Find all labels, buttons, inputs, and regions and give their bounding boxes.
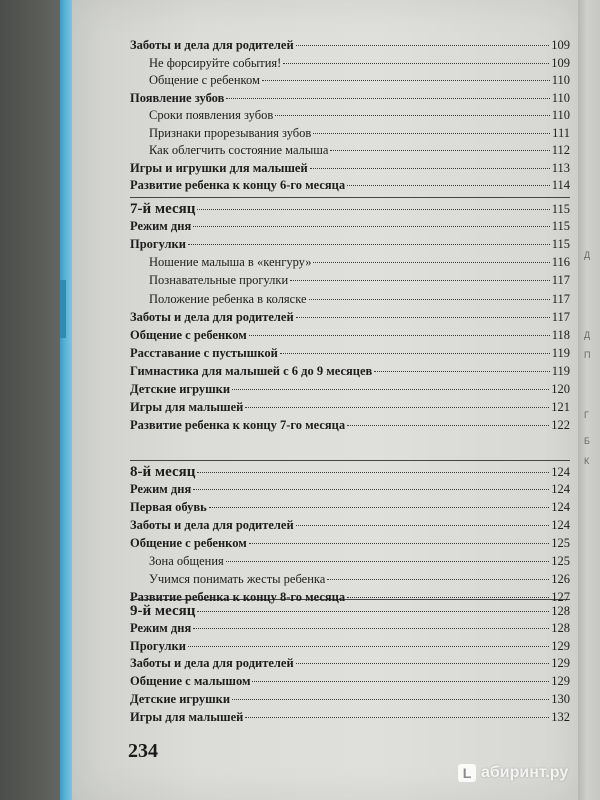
dot-leader xyxy=(245,717,549,718)
toc-entry xyxy=(130,418,570,435)
toc-page-number: 115 xyxy=(551,237,570,252)
dot-leader xyxy=(374,371,549,372)
dot-leader xyxy=(347,425,549,426)
toc-subentry xyxy=(149,126,570,143)
toc-entry xyxy=(130,382,570,399)
toc-page-number: 112 xyxy=(551,143,570,157)
cover-notch xyxy=(60,280,66,338)
toc-title: Прогулки xyxy=(130,237,186,252)
toc-entry xyxy=(130,518,570,535)
dot-leader xyxy=(193,628,549,629)
toc-month-heading xyxy=(130,201,570,218)
dot-leader xyxy=(296,45,550,46)
dot-leader xyxy=(296,317,550,318)
toc-page-number: 117 xyxy=(551,291,570,306)
toc-title: 8-й месяц xyxy=(130,464,196,480)
toc-page-number: 127 xyxy=(551,590,570,604)
toc-title: Расставание с пустышкой xyxy=(130,345,278,360)
toc-page-number: 111 xyxy=(552,125,570,140)
toc-entry xyxy=(130,674,570,691)
toc-page-number: 122 xyxy=(551,418,570,433)
toc-entry xyxy=(130,161,570,178)
dot-leader xyxy=(226,561,549,562)
toc-title: Ношение малыша в «кенгуру» xyxy=(149,255,312,270)
dot-leader xyxy=(197,472,549,473)
toc-title: Игры для малышей xyxy=(130,709,244,724)
dot-leader xyxy=(262,80,550,81)
toc-title: Развитие ребенка к концу 6-го месяца xyxy=(130,178,346,192)
toc-title: Игры для малышей xyxy=(130,400,244,415)
edge-glyph: Б xyxy=(584,436,590,446)
toc-title: Режим дня xyxy=(130,219,192,234)
toc-title: Общение с ребенком xyxy=(130,536,247,550)
toc-entry xyxy=(130,710,570,727)
toc-page-number: 116 xyxy=(551,255,570,270)
toc-page-number: 118 xyxy=(551,327,570,342)
toc-title: Общение с ребенком xyxy=(130,327,247,342)
toc-page-number: 114 xyxy=(551,178,570,192)
toc-subentry xyxy=(149,572,570,589)
edge-glyph: П xyxy=(584,350,591,360)
toc-page-number: 124 xyxy=(551,465,570,479)
toc-page-number: 129 xyxy=(551,674,570,689)
edge-glyph: Г xyxy=(584,410,589,420)
toc-title: Заботы и дела для родителей xyxy=(130,518,294,532)
toc-page-number: 132 xyxy=(551,709,570,724)
watermark-text: абиринт.ру xyxy=(481,764,569,781)
toc-title: Прогулки xyxy=(130,638,186,653)
dot-leader xyxy=(226,98,549,99)
toc-subentry xyxy=(149,273,570,290)
toc-entry xyxy=(130,328,570,345)
toc-subentry xyxy=(149,292,570,309)
toc-page-number: 128 xyxy=(551,620,570,635)
toc-page-number: 109 xyxy=(551,55,570,70)
toc-title: Заботы и дела для родителей xyxy=(130,38,294,52)
dot-leader xyxy=(330,150,549,151)
toc-title: Не форсируйте события! xyxy=(149,55,282,70)
toc-entry xyxy=(130,639,570,656)
toc-title: Учимся понимать жесты ребенка xyxy=(149,572,326,586)
dot-leader xyxy=(188,244,550,245)
toc-month-heading xyxy=(130,603,570,620)
toc-page-number: 119 xyxy=(551,363,570,378)
toc-entry xyxy=(130,400,570,417)
dot-leader xyxy=(197,611,549,612)
dot-leader xyxy=(290,280,550,281)
toc-entry xyxy=(130,310,570,327)
labirint-logo-icon: L xyxy=(458,764,476,782)
section-divider xyxy=(130,197,570,198)
toc-entry xyxy=(130,91,570,108)
dot-leader xyxy=(310,168,550,169)
dot-leader xyxy=(313,133,550,134)
watermark xyxy=(458,764,568,782)
toc-page-number: 124 xyxy=(551,482,570,496)
toc-title: Появление зубов xyxy=(130,90,225,105)
toc-entry xyxy=(130,237,570,254)
toc-title: Режим дня xyxy=(130,482,192,496)
toc-page-number: 125 xyxy=(551,536,570,550)
toc-page-number: 119 xyxy=(551,345,570,360)
toc-subentry xyxy=(149,73,570,90)
dot-leader xyxy=(209,507,550,508)
dot-leader xyxy=(193,226,549,227)
toc-page-number: 109 xyxy=(551,38,570,52)
toc-subentry xyxy=(149,56,570,73)
dot-leader xyxy=(313,262,549,263)
toc-entry xyxy=(130,656,570,673)
toc-entry xyxy=(130,692,570,709)
toc-title: Детские игрушки xyxy=(130,382,231,396)
toc-title: Положение ребенка в коляске xyxy=(149,291,307,306)
toc-page-number: 130 xyxy=(551,692,570,706)
toc-page-number: 129 xyxy=(551,656,570,671)
toc-page-number: 126 xyxy=(551,572,570,586)
dot-leader xyxy=(296,663,550,664)
toc-page-number: 113 xyxy=(551,160,570,175)
toc-title: Игры и игрушки для малышей xyxy=(130,160,308,175)
toc-page-number: 115 xyxy=(551,202,570,216)
dot-leader xyxy=(280,353,550,354)
toc-month-heading xyxy=(130,464,570,481)
toc-title: Режим дня xyxy=(130,620,192,635)
dot-leader xyxy=(193,489,549,490)
edge-glyph: Д xyxy=(584,250,591,260)
toc-entry xyxy=(130,178,570,195)
dot-leader xyxy=(197,209,549,210)
dot-leader xyxy=(252,681,549,682)
toc-title: Развитие ребенка к концу 7-го месяца xyxy=(130,418,346,433)
dot-leader xyxy=(275,115,549,116)
next-page-edge xyxy=(578,0,600,800)
dot-leader xyxy=(327,579,549,580)
toc-page-number: 110 xyxy=(551,73,570,87)
toc-page-number: 115 xyxy=(551,219,570,234)
toc-title: Детские игрушки xyxy=(130,692,231,706)
toc-title: Общение с малышом xyxy=(130,674,251,689)
toc-entry xyxy=(130,536,570,553)
toc-title: Признаки прорезывания зубов xyxy=(149,125,312,140)
toc-title: 9-й месяц xyxy=(130,603,196,619)
toc-title: Гимнастика для малышей с 6 до 9 месяцев xyxy=(130,363,373,378)
toc-title: Познавательные прогулки xyxy=(149,273,289,288)
toc-page-number: 117 xyxy=(551,309,570,324)
toc-entry xyxy=(130,346,570,363)
dot-leader xyxy=(283,63,549,64)
dot-leader xyxy=(249,543,550,544)
toc-title: Зона общения xyxy=(149,554,224,568)
toc-page-number: 120 xyxy=(551,382,570,396)
edge-glyph: Д xyxy=(584,330,591,340)
toc-title: Заботы и дела для родителей xyxy=(130,309,294,324)
dot-leader xyxy=(347,185,550,186)
toc-page-number: 117 xyxy=(551,273,570,288)
toc-entry xyxy=(130,482,570,499)
toc-page-number: 110 xyxy=(551,90,570,105)
dot-leader xyxy=(309,299,550,300)
toc-title: Общение с ребенком xyxy=(149,73,260,87)
toc-page-number: 121 xyxy=(551,400,570,415)
section-divider xyxy=(130,460,570,461)
dot-leader xyxy=(232,699,549,700)
toc-title: Сроки появления зубов xyxy=(149,108,274,122)
page-number: 234 xyxy=(128,740,158,762)
book-cover-edge xyxy=(60,0,72,800)
dot-leader xyxy=(347,597,549,598)
toc-page-number: 124 xyxy=(551,500,570,514)
dot-leader xyxy=(245,407,549,408)
toc-entry xyxy=(130,500,570,517)
dot-leader xyxy=(232,389,549,390)
book-page xyxy=(72,0,578,800)
toc-entry xyxy=(130,621,570,638)
toc-entry xyxy=(130,219,570,236)
toc-subentry xyxy=(149,255,570,272)
dot-leader xyxy=(296,525,550,526)
toc-page-number: 128 xyxy=(551,604,570,618)
toc-title: Первая обувь xyxy=(130,500,207,514)
edge-glyph: К xyxy=(584,456,590,466)
toc-page-number: 125 xyxy=(551,554,570,568)
toc-entry xyxy=(130,364,570,381)
toc-page-number: 129 xyxy=(551,638,570,653)
toc-subentry xyxy=(149,143,570,160)
dot-leader xyxy=(188,646,549,647)
toc-title: Заботы и дела для родителей xyxy=(130,656,294,671)
toc-page-number: 110 xyxy=(551,108,570,122)
toc-page-number: 124 xyxy=(551,518,570,532)
toc-entry xyxy=(130,38,570,55)
toc-title: Как облегчить состояние малыша xyxy=(149,143,329,157)
dot-leader xyxy=(249,335,550,336)
toc-title: Развитие ребенка к концу 8-го месяца xyxy=(130,590,346,604)
toc-subentry xyxy=(149,108,570,125)
toc-title: 7-й месяц xyxy=(130,201,196,217)
toc-subentry xyxy=(149,554,570,571)
